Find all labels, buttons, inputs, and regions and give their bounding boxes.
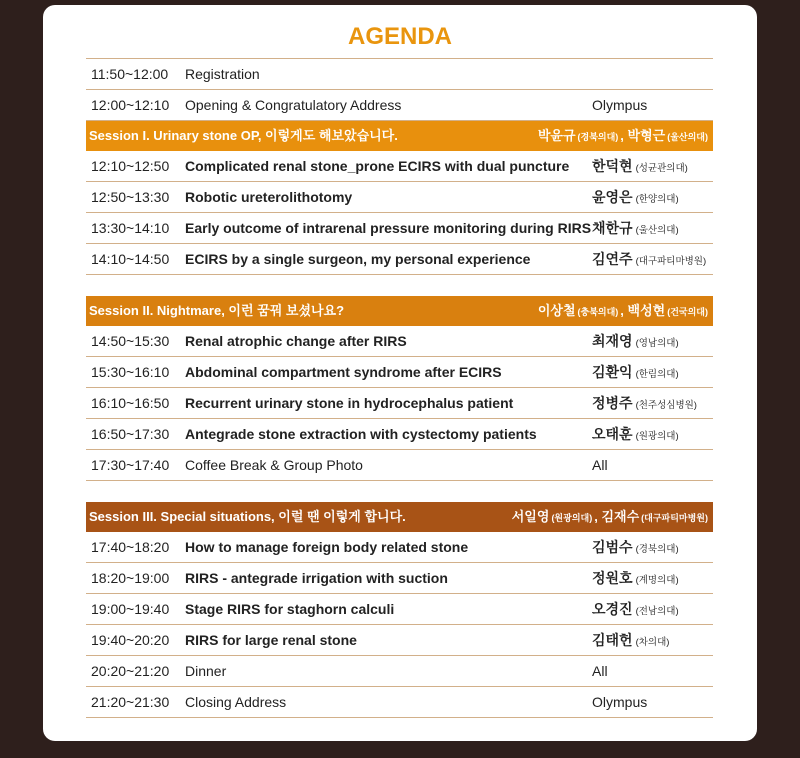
row-topic: RIRS - antegrade irrigation with suction [185,570,448,586]
row-speaker [592,532,679,565]
agenda-row-registration [86,58,713,90]
row-topic: Opening & Congratulatory Address [185,97,402,113]
row-topic: Stage RIRS for staghorn calculi [185,601,395,617]
row-speaker [592,450,608,480]
row-topic: Recurrent urinary stone in hydrocephalus patient [185,395,514,411]
agenda-row [86,388,713,419]
speaker-name: Olympus [592,694,648,710]
row-speaker [592,388,697,421]
agenda-title: AGENDA [347,23,452,50]
row-time: 21:20~21:30 [91,694,170,710]
chair-name: 박형근 [627,128,666,143]
chair-affiliation: (건국의대) [667,307,708,317]
speaker-name: 최재영 [592,333,633,349]
chair-affiliation: (경북의대) [577,132,619,142]
chair-name: 서일영 [511,509,550,524]
speaker-name: 한덕현 [592,158,633,174]
row-time: 19:00~19:40 [91,601,170,617]
speaker-name: 김범수 [592,539,633,555]
speaker-name: 김태헌 [592,632,633,648]
agenda-row [86,419,713,450]
row-speaker [592,656,608,686]
row-time: 15:30~16:10 [91,364,170,380]
agenda-row [86,326,713,357]
chair-name: 박윤규 [537,128,576,143]
session-chairs: 서일영 (원광의대) , 김재수 (대구파티마병원) [511,509,708,524]
chair-affiliation: (대구파티마병원) [641,513,708,523]
speaker-name: All [592,457,608,473]
session-title: Session II. Nightmare, 이런 꿈꿔 보셨나요? [89,303,345,318]
agenda-table [86,58,713,718]
chair-affiliation: (원광의대) [551,513,593,523]
speaker-affiliation: (계명의대) [635,575,679,586]
row-time: 17:30~17:40 [91,457,170,473]
session-2-header [86,296,713,326]
row-speaker [592,90,647,120]
row-speaker [592,563,679,596]
session-title: Session III. Special situations, 이럴 땐 이렇게 합니다. [89,509,406,524]
speaker-name: 김환익 [592,364,633,380]
row-speaker [592,419,679,452]
row-speaker [592,326,679,359]
row-topic: RIRS for large renal stone [185,632,357,648]
agenda-row-coffee-break [86,450,713,481]
row-speaker [592,244,706,277]
session-3-header [86,502,713,532]
row-topic: Closing Address [185,694,287,710]
row-topic: Abdominal compartment syndrome after ECIRS [185,364,502,380]
agenda-row [86,357,713,388]
speaker-name: 김연주 [592,251,633,267]
session-chairs: 박윤규 (경북의대) , 박형근 (울산의대) [537,128,708,143]
agenda-row [86,563,713,594]
row-topic: Antegrade stone extraction with cystectomy patients [185,426,537,442]
speaker-name: 정원호 [592,570,633,586]
row-topic: Coffee Break & Group Photo [185,457,363,473]
row-topic: Early outcome of intrarenal pressure monitoring during RIRS [185,220,592,236]
speaker-name: 오태훈 [592,426,633,442]
agenda-card [43,5,757,741]
chair-affiliation: (울산의대) [667,132,708,142]
row-speaker [592,213,679,246]
row-speaker [592,687,647,717]
speaker-name: 윤영은 [592,189,633,205]
row-topic: Dinner [185,663,227,679]
agenda-row [86,244,713,275]
speaker-affiliation: (천주성심병원) [635,400,697,411]
row-speaker [592,357,679,390]
row-topic: Registration [185,66,260,82]
chair-name: 김재수 [601,509,640,524]
agenda-row [86,151,713,182]
speaker-name: All [592,663,608,679]
agenda-row [86,594,713,625]
row-topic: Renal atrophic change after RIRS [185,333,407,349]
session-title: Session I. Urinary stone OP, 이렇게도 해보았습니다. [89,128,398,143]
session-1-header [86,121,713,151]
speaker-affiliation: (한림의대) [635,369,679,380]
row-time: 11:50~12:00 [91,66,169,82]
speaker-name: 오경진 [592,601,633,617]
speaker-affiliation: (경북의대) [635,544,679,555]
row-time: 16:50~17:30 [91,426,170,442]
speaker-affiliation: (한양의대) [635,194,679,205]
agenda-row [86,213,713,244]
row-speaker [592,594,679,627]
row-topic: ECIRS by a single surgeon, my personal experience [185,251,531,267]
agenda-row-closing [86,687,713,718]
row-topic: Robotic ureterolithotomy [185,189,353,205]
speaker-affiliation: (영남의대) [635,338,679,349]
row-time: 18:20~19:00 [91,570,170,586]
speaker-name: 정병주 [592,395,633,411]
row-time: 12:50~13:30 [91,189,170,205]
speaker-name: 채한규 [592,220,633,236]
row-topic: How to manage foreign body related stone [185,539,469,555]
speaker-affiliation: (성균관의대) [635,163,688,174]
row-speaker [592,625,669,658]
speaker-affiliation: (차의대) [635,637,670,648]
row-speaker [592,182,679,215]
row-time: 12:10~12:50 [91,158,170,174]
row-time: 12:00~12:10 [91,97,170,113]
row-time: 17:40~18:20 [91,539,170,555]
chair-affiliation: (충북의대) [577,307,619,317]
speaker-affiliation: (전남의대) [635,606,679,617]
chair-name: 백성현 [627,303,666,318]
agenda-row [86,532,713,563]
speaker-affiliation: (울산의대) [635,225,679,236]
agenda-row-opening [86,90,713,121]
speaker-name: Olympus [592,97,648,113]
speaker-affiliation: (원광의대) [635,431,679,442]
row-speaker [592,151,688,184]
session-chairs: 이상철 (충북의대) , 백성현 (건국의대) [537,303,708,318]
agenda-row-dinner [86,656,713,687]
row-time: 14:50~15:30 [91,333,170,349]
row-time: 19:40~20:20 [91,632,170,648]
row-time: 20:20~21:20 [91,663,170,679]
speaker-affiliation: (대구파티마병원) [635,256,707,267]
agenda-row [86,182,713,213]
row-time: 13:30~14:10 [91,220,170,236]
chair-name: 이상철 [537,303,576,318]
row-time: 14:10~14:50 [91,251,170,267]
row-topic: Complicated renal stone_prone ECIRS with dual puncture [185,158,570,174]
row-time: 16:10~16:50 [91,395,170,411]
agenda-row [86,625,713,656]
